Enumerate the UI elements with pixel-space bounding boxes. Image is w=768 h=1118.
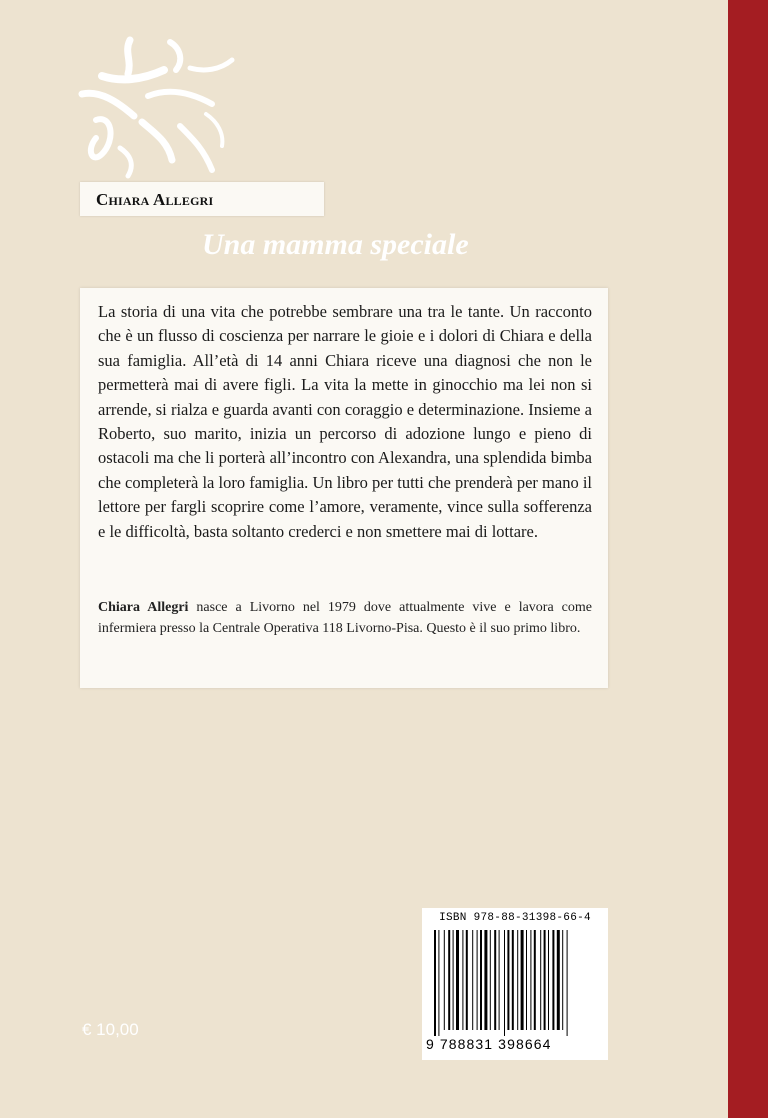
barcode-bar	[557, 930, 560, 1030]
barcode-bar	[494, 930, 496, 1030]
barcode-bar	[540, 930, 541, 1030]
barcode-bar	[456, 930, 459, 1030]
barcode-bar	[480, 930, 482, 1030]
barcode-bar	[444, 930, 445, 1030]
publisher-logo	[72, 30, 242, 180]
barcode-bar	[438, 930, 439, 1036]
barcode-bar	[552, 930, 554, 1030]
barcode-bar	[504, 930, 505, 1036]
barcode-bar	[490, 930, 491, 1030]
isbn-label: ISBN 978-88-31398-66-4	[439, 912, 591, 924]
barcode-bar	[517, 930, 518, 1030]
barcode-bar	[562, 930, 563, 1030]
barcode-bar	[453, 930, 454, 1030]
author-name: Chiara Allegri	[96, 190, 214, 209]
barcode-bar	[521, 930, 524, 1030]
barcode-bar	[434, 930, 436, 1036]
barcode-bar	[472, 930, 473, 1030]
barcode-bar	[466, 930, 468, 1030]
barcode-bar	[448, 930, 450, 1030]
barcode-bar	[567, 930, 568, 1036]
barcode-bar	[462, 930, 463, 1030]
barcode-box	[422, 908, 608, 1060]
barcode-bar	[507, 930, 509, 1030]
bio-author-name: Chiara Allegri	[98, 600, 189, 615]
synopsis-text: La storia di una vita che potrebbe sembrare una tra le tante. Un racconto che è un flusso di coscienza per narrare le gioie e i dolori di Chiara e della sua famiglia. All’età di 14 anni Chiara riceve una diagnosi che non le permetterà mai di avere figli. La vita la mette in ginocchio ma lei non si arrende, si rialza e guarda avanti con coraggio e determinazione. Insieme a Roberto, suo marito, inizia un percorso di adozione lungo e pieno di ostacoli ma che li porterà all’incontro con Alexandra, una splendida bimba che completerà la loro famiglia. Un libro per tutti che prenderà per mano il lettore per fargli scoprire come l’amore, veramente, vince sulla sofferenza e le difficoltà, basta soltanto crederci e non smettere mai di lottare.	[98, 302, 592, 541]
barcode-bar	[484, 930, 487, 1030]
barcode-bar	[548, 930, 549, 1030]
bio-text: nasce a Livorno nel 1979 dove attualmente vive e lavora come infermiera presso la Centrale Operativa 118 Livorno-Pisa. Questo è il suo primo libro.	[98, 600, 592, 636]
spine-stripe	[728, 0, 768, 1118]
barcode-bar	[499, 930, 500, 1030]
barcode-digits: 9 788831 398664	[426, 1036, 552, 1052]
barcode-icon	[432, 930, 600, 1036]
barcode-bar	[526, 930, 527, 1030]
barcode-bar	[477, 930, 478, 1030]
barcode-bar	[534, 930, 536, 1030]
book-title: Una mamma speciale	[202, 228, 469, 261]
barcode-bar	[544, 930, 546, 1030]
author-bio	[98, 598, 592, 639]
barcode-bar	[512, 930, 514, 1030]
barcode-bar	[530, 930, 531, 1030]
author-label-box	[80, 182, 324, 216]
price-label: € 10,00	[82, 1020, 139, 1039]
synopsis-box	[80, 288, 608, 688]
